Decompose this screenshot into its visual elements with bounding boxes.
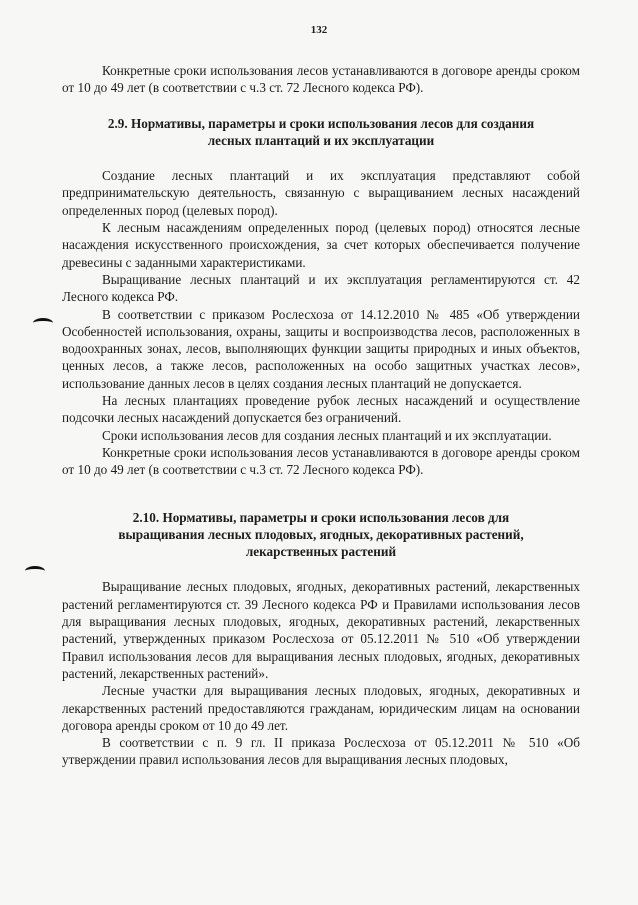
section-2-9-paragraph: На лесных плантациях проведение рубок лесных насаждений и осуществление подсочки лесных насаждений допускается без ограничений. — [62, 393, 580, 426]
section-2-9-paragraph: Сроки использования лесов для создания лесных плантаций и их эксплуатации. — [102, 427, 552, 443]
section-2-9-paragraph: Выращивание лесных плантаций и их эксплуатация регламентируются ст. 42 Лесного кодекса РФ. — [62, 271, 580, 305]
section-2-9-paragraph: В соответствии с приказом Рослесхоза от 14.12.2010 № 485 «Об утверждении Особенностей использования, охраны, защиты и воспроизводства лесов, расположенных в водоохранных зонах, лесов, выполняющих функции защиты природных и иных объектов, ценных лесов, а также лесов, расположенных на особо защитных участках лесов», использование данных лесов в целях создания лесных плантаций не допускается. — [62, 306, 580, 391]
page-number: 132 — [310, 24, 328, 36]
section-2-10-title-line3: лекарственных растений — [245, 544, 397, 560]
scan-mark-top — [33, 318, 53, 328]
scan-mark-bottom — [25, 566, 45, 576]
section-2-10-title — [62, 509, 580, 561]
section-2-9-title-line1: 2.9. Нормативы, параметры и сроки использования лесов для создания — [107, 115, 535, 131]
section-2-9-paragraph: К лесным насаждениям определенных пород (целевых пород) относятся лесные насаждения искусственного происхождения, за счет которых обеспечивается получение древесины с заданными характеристиками. — [62, 220, 580, 270]
section-2-9-paragraph: Конкретные сроки использования лесов устанавливаются в договоре аренды сроком от 10 до 49 лет (в соответствии с ч.3 ст. 72 Лесного кодекса РФ). — [62, 444, 580, 478]
intro-paragraph: Конкретные сроки использования лесов устанавливаются в договоре аренды сроком от 10 до 49 лет (в соответствии с ч.3 ст. 72 Лесного кодекса РФ). — [62, 63, 580, 96]
section-2-10-title-line1: 2.10. Нормативы, параметры и сроки использования лесов для — [132, 509, 510, 525]
section-2-10-paragraph: Выращивание лесных плодовых, ягодных, декоративных растений, лекарственных растений регламентируются ст. 39 Лесного кодекса РФ и Правилами использования лесов для выращивания лесных плодовых, ягодных, декоративных растений, лекарственных растений, утвержденных приказом Рослесхоза от 05.12.2011 № 510 «Об утверждении Правил использования лесов для выращивания лесных плодовых, ягодных, декоративных растений, лекарственных растений». — [62, 579, 580, 681]
section-2-10-paragraph: Лесные участки для выращивания лесных плодовых, ягодных, декоративных и лекарственных растений предоставляются гражданам, юридическим лицам на основании договора аренды сроком от 10 до 49 лет. — [62, 683, 580, 733]
section-2-9-title — [62, 115, 580, 150]
section-2-9-title-line2: лесных плантаций и их эксплуатации — [207, 132, 435, 148]
section-2-10-title-line2: выращивания лесных плодовых, ягодных, декоративных растений, — [118, 526, 524, 542]
section-2-9-paragraph: Создание лесных плантаций и их эксплуатация представляют собой предпринимательскую деятельность, связанную с выращиванием лесных насаждений определенных пород (целевых пород). — [62, 168, 580, 218]
section-2-10-paragraph: В соответствии с п. 9 гл. II приказа Рослесхоза от 05.12.2011 № 510 «Об утверждении правил использования лесов для выращивания лесных плодовых, — [62, 735, 580, 768]
document-body — [62, 62, 580, 769]
